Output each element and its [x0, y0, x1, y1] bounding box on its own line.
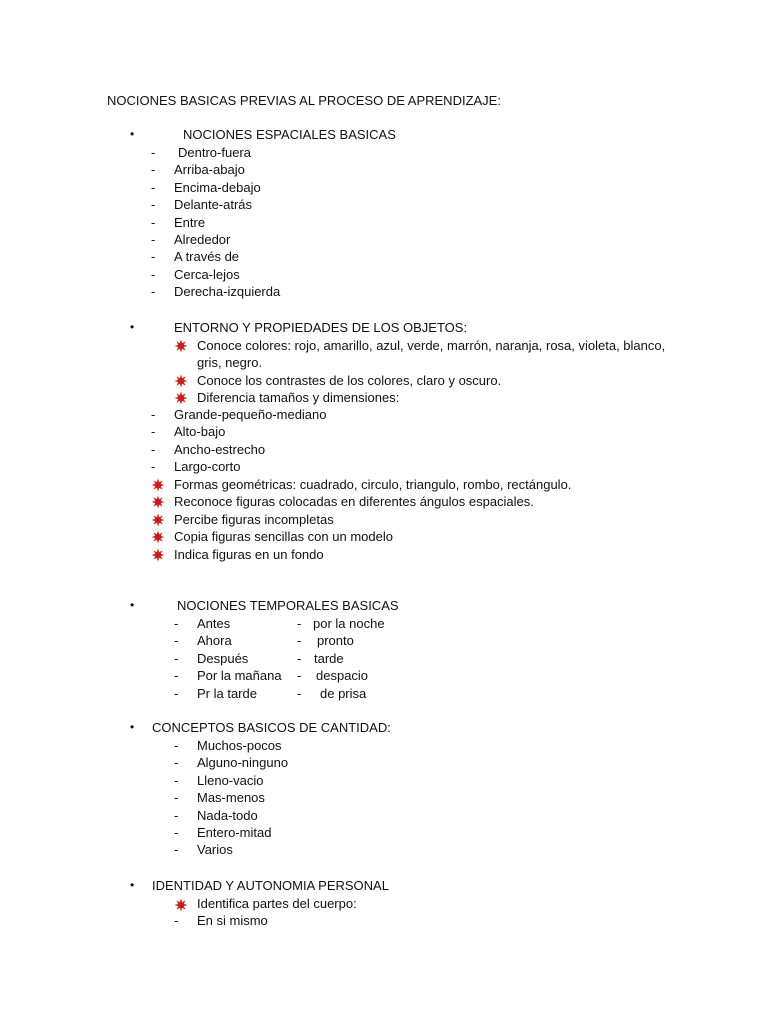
list-item: Ahora [197, 633, 232, 649]
star-item: Indica figuras en un fondo [174, 546, 324, 562]
dash-marker: - [151, 214, 156, 230]
section-heading-temporales: NOCIONES TEMPORALES BASICAS [177, 598, 399, 613]
list-item: Entre [174, 214, 206, 230]
dash-item-si-mismo: En si mismo [197, 913, 268, 928]
list-item: Largo-corto [174, 459, 241, 475]
red-asterisk-icon [151, 530, 165, 544]
dash-marker: - [174, 790, 179, 806]
dash-marker: - [297, 650, 302, 666]
bullet-icon: • [130, 720, 135, 734]
dash-marker: - [151, 407, 156, 422]
red-asterisk-icon [151, 548, 165, 562]
section-heading-espaciales: NOCIONES ESPACIALES BASICAS [183, 127, 396, 142]
star-item: Reconoce figuras colocadas en diferentes ángulos espaciales. [174, 494, 534, 510]
star-item: Formas geométricas: cuadrado, circulo, triangulo, rombo, rectángulo. [174, 477, 572, 492]
dash-marker: - [174, 755, 179, 771]
list-item: Derecha-izquierda [174, 284, 281, 300]
dash-marker: - [174, 772, 179, 788]
dash-marker: - [174, 668, 179, 684]
dash-marker: - [151, 179, 156, 195]
dash-marker: - [297, 685, 302, 701]
list-item: Delante-atrás [174, 197, 253, 213]
dash-marker: - [174, 650, 179, 666]
list-item: Arriba-abajo [174, 162, 245, 178]
red-asterisk-icon [151, 495, 165, 509]
dash-marker: - [151, 232, 156, 247]
list-item: Pr la tarde [197, 685, 257, 701]
dash-marker: - [151, 266, 156, 282]
star-item-contrastes: Conoce los contrastes de los colores, claro y oscuro. [197, 373, 502, 388]
list-item: Mas-menos [197, 790, 265, 806]
list-item: Nada-todo [197, 807, 258, 823]
list-item: por la noche [313, 616, 385, 631]
list-item: Alguno-ninguno [197, 755, 289, 771]
list-item: Grande-pequeño-mediano [174, 407, 327, 422]
list-item: Muchos-pocos [197, 738, 282, 753]
red-asterisk-icon [174, 374, 188, 388]
star-item-tamanos: Diferencia tamaños y dimensiones: [197, 390, 400, 405]
list-item: Ancho-estrecho [174, 441, 266, 457]
dash-marker: - [174, 738, 179, 753]
list-item: pronto [317, 633, 354, 649]
list-item: Antes [197, 616, 231, 631]
star-item-colores: Conoce colores: rojo, amarillo, azul, verde, marrón, naranja, rosa, violeta, blanco, [197, 338, 666, 353]
star-item: Percibe figuras incompletas [174, 511, 334, 527]
list-item: Encima-debajo [174, 179, 261, 195]
section-heading-identidad: IDENTIDAD Y AUTONOMIA PERSONAL [152, 878, 389, 893]
dash-marker: - [174, 685, 179, 701]
list-item: Lleno-vacio [197, 772, 264, 788]
dash-marker: - [151, 162, 156, 178]
dash-marker: - [151, 197, 156, 213]
bullet-icon: • [130, 320, 135, 334]
list-item: Por la mañana [197, 668, 282, 684]
dash-marker: - [174, 913, 179, 928]
red-asterisk-icon [174, 391, 188, 405]
star-item-cuerpo: Identifica partes del cuerpo: [197, 896, 357, 911]
dash-marker: - [297, 616, 302, 631]
dash-marker: - [151, 459, 156, 475]
red-asterisk-icon [151, 513, 165, 527]
bullet-icon: • [130, 598, 135, 612]
dash-marker: - [297, 668, 302, 684]
dash-marker: - [297, 633, 302, 649]
dash-marker: - [174, 807, 179, 823]
bullet-icon: • [130, 127, 135, 141]
list-item: Después [197, 650, 249, 666]
dash-marker: - [174, 825, 179, 840]
list-item: de prisa [320, 685, 367, 701]
bullet-icon: • [130, 878, 135, 892]
section-heading-entorno: ENTORNO Y PROPIEDADES DE LOS OBJETOS: [174, 320, 468, 335]
red-asterisk-icon [151, 478, 165, 492]
red-asterisk-icon [174, 339, 188, 353]
list-item: Alto-bajo [174, 424, 226, 440]
star-item-colores-cont: gris, negro. [197, 355, 263, 370]
list-item: Entero-mitad [197, 825, 272, 840]
list-item: A través de [174, 249, 240, 265]
dash-marker: - [151, 145, 156, 160]
dash-marker: - [174, 842, 179, 858]
list-item: despacio [316, 668, 369, 684]
list-item: Varios [197, 842, 233, 858]
list-item: Cerca-lejos [174, 266, 240, 282]
dash-marker: - [174, 616, 179, 631]
list-item: Alrededor [174, 232, 231, 247]
dash-marker: - [151, 424, 156, 440]
list-item: Dentro-fuera [178, 145, 251, 160]
section-heading-cantidad: CONCEPTOS BASICOS DE CANTIDAD: [152, 720, 391, 735]
dash-marker: - [151, 249, 156, 265]
red-asterisk-icon [174, 898, 188, 912]
star-item: Copia figuras sencillas con un modelo [174, 529, 393, 545]
dash-marker: - [174, 633, 179, 649]
list-item: tarde [314, 650, 344, 666]
dash-marker: - [151, 441, 156, 457]
dash-marker: - [151, 284, 156, 300]
document-title: NOCIONES BASICAS PREVIAS AL PROCESO DE APRENDIZAJE: [107, 93, 501, 108]
